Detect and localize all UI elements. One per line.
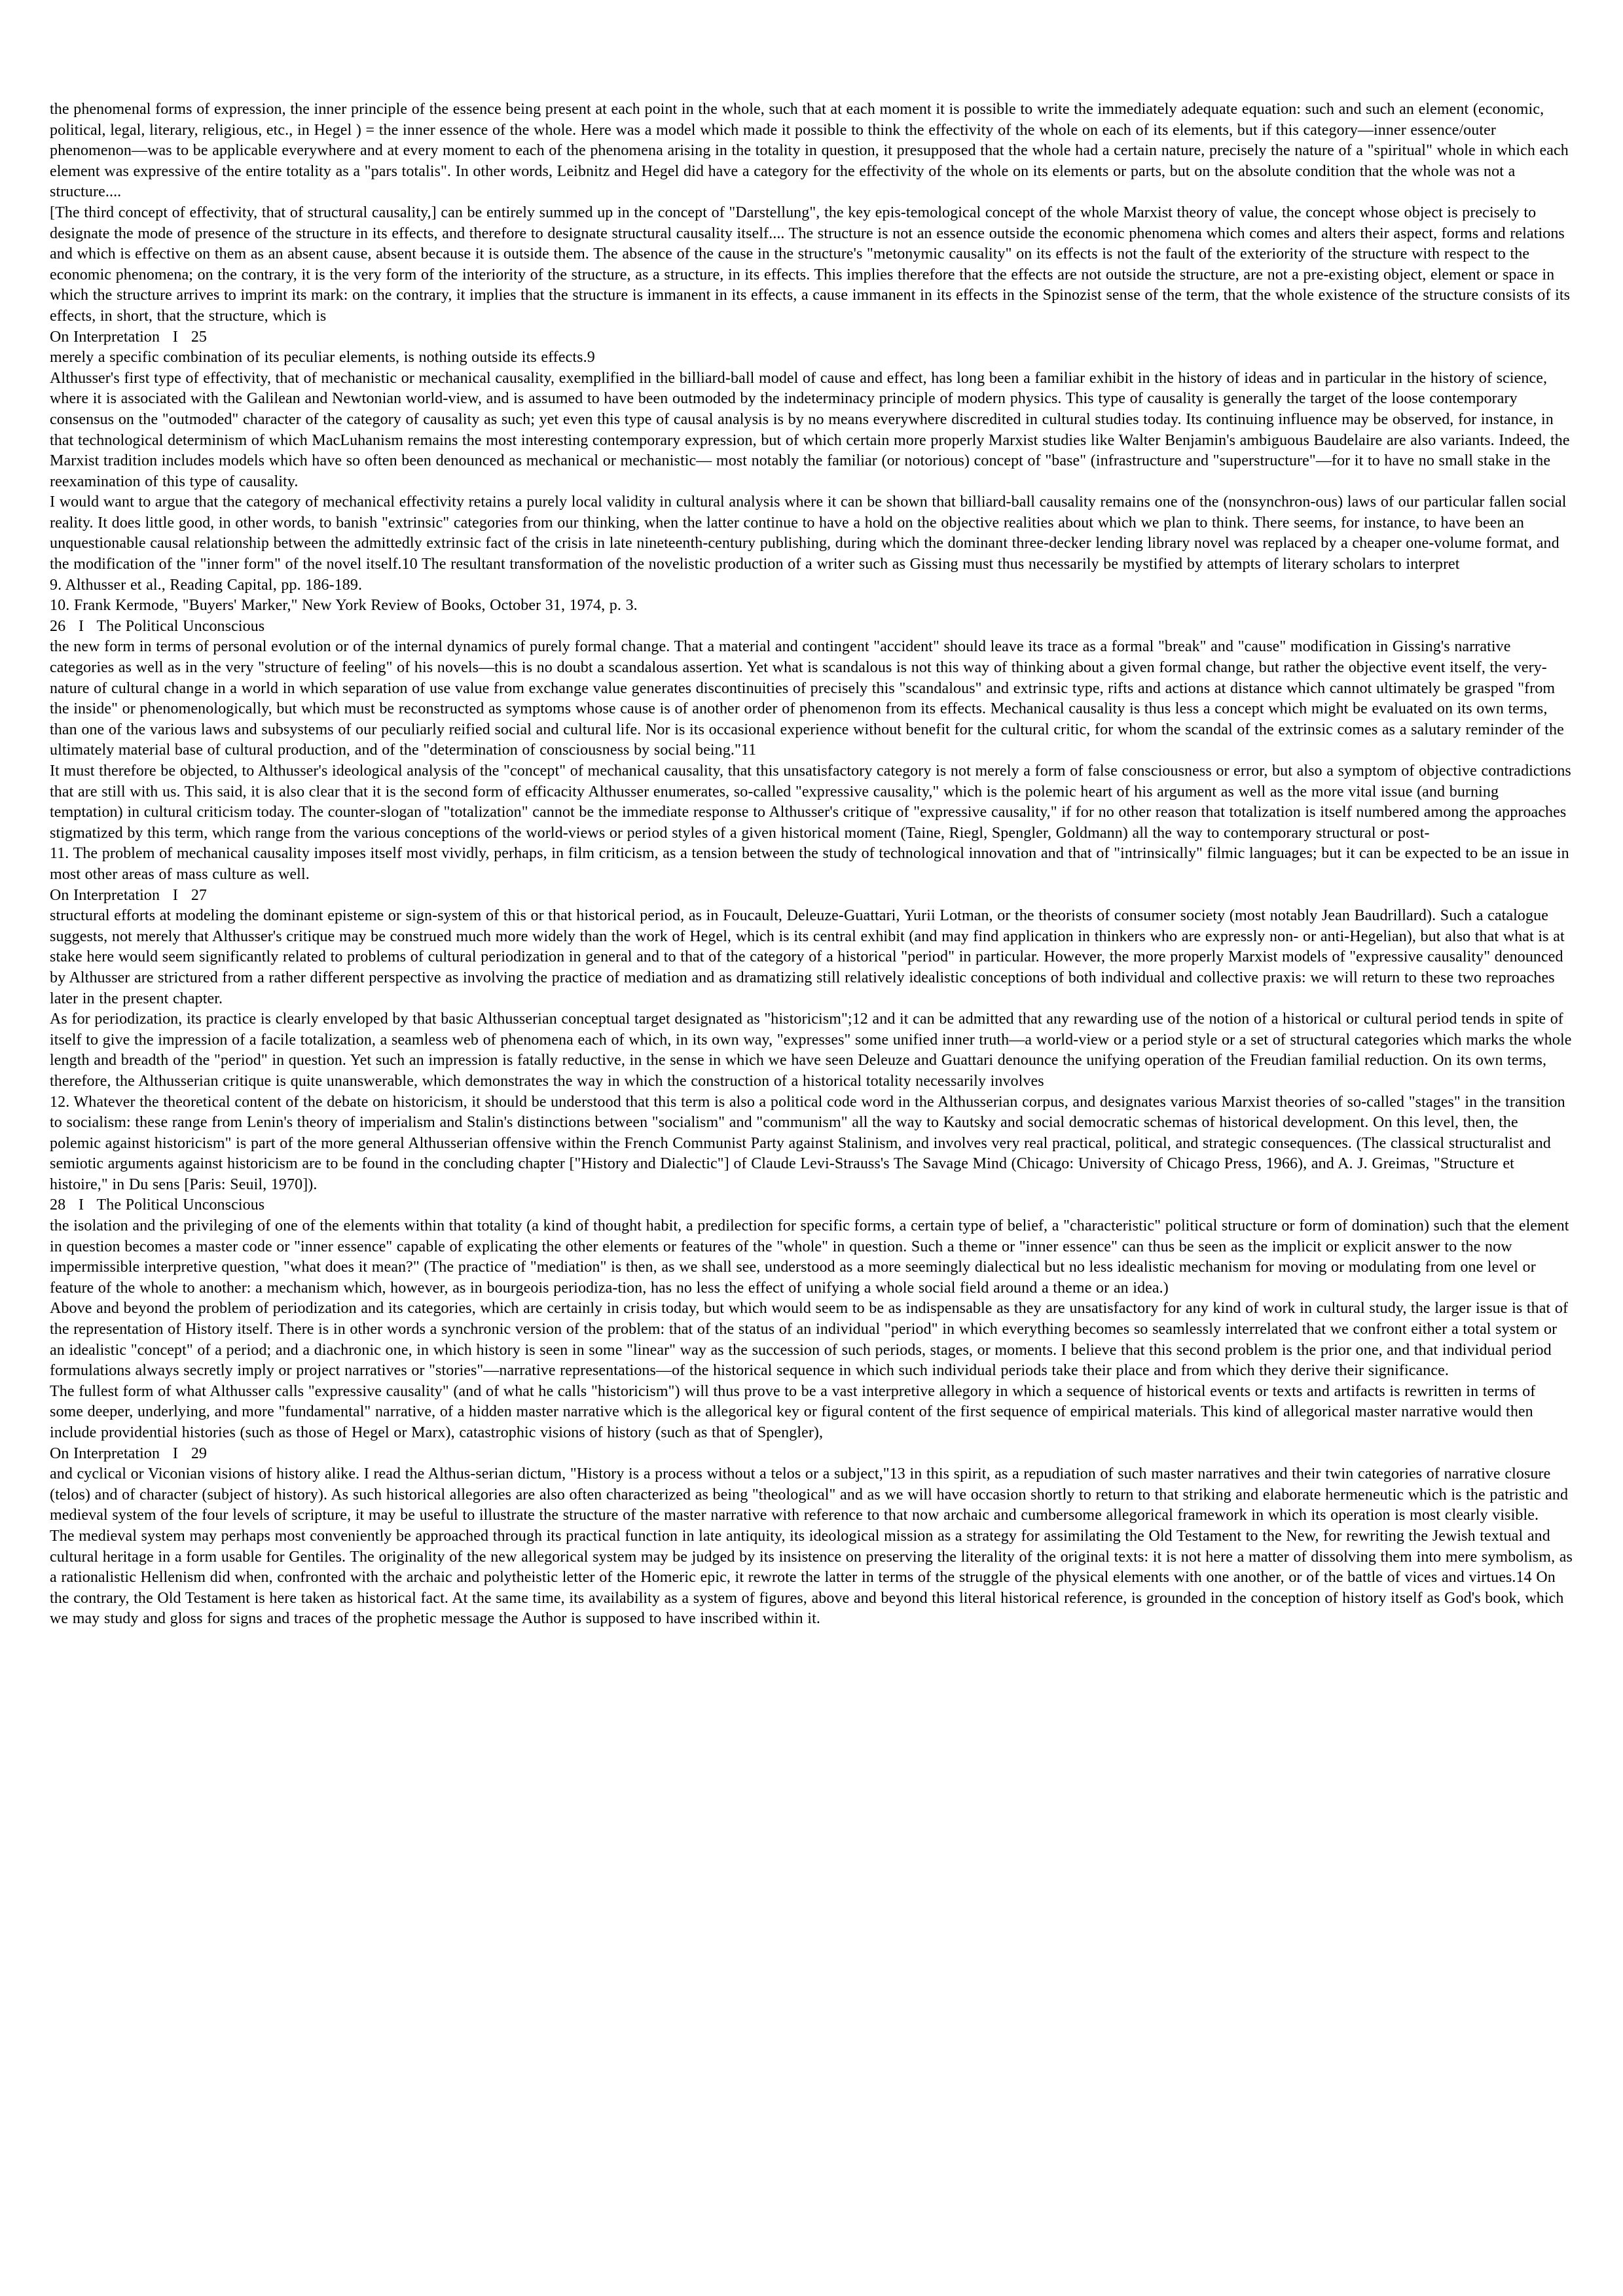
paragraph: [The third concept of effectivity, that of structural causality,] can be entirely summed up in the concept of "Darstellung", the key epis-temological concept of the whole Marxist theory of value, the concept whose object is precisely to designate the mode of presence of the structure in its effects, and therefore to designate structural causality itself.... The structure is not an essence outside the economic phenomena which comes and alters their aspect, forms and relations and which is effective on them as an absent cause, absent because it is outside them. The absence of the cause in the structure's "metonymic causality" on its effects is not the fault of the exteriority of the structure with respect to the economic phenomena; on the contrary, it is the very form of the interiority of the structure, as a structure, in its effects. This implies therefore that the effects are not outside the structure, are not a pre-existing object, element or space in which the structure arrives to imprint its mark: on the contrary, it implies that the structure is immanent in its effects, a cause immanent in its effects in the Spinozist sense of the term, that the whole existence of the structure consists of its effects, in short, that the structure, which is: [50, 204, 1571, 325]
footnote-9: 9. Althusser et al., Reading Capital, pp. 186-189.: [50, 576, 363, 594]
paragraph: The medieval system may perhaps most conveniently be approached through its practical function in late antiquity, its ideological mission as a strategy for assimilating the Old Testament to the New, for rewriting the Jewish textual and cultural heritage in a form usable for Gentiles. The originality of the new allegorical system may be judged by its insistence on preserving the literality of the original texts: it is not here a matter of dissolving them into mere symbolism, as a rationalistic Hellenism did when, confronted with the archaic and polytheistic letter of the Homeric epic, it rewrote the latter in terms of the struggle of the physical elements with one another, or of the battle of vices and virtues.14 On the contrary, the Old Testament is here taken as historical fact. At the same time, its availability as a system of figures, above and beyond this literal historical reference, is grounded in the conception of history itself as God's book, which we may study and gloss for signs and traces of the prophetic message the Author is supposed to have inscribed within it.: [50, 1527, 1573, 1628]
paragraph: It must therefore be objected, to Althusser's ideological analysis of the "concept" of mechanical causality, that this unsatisfactory category is not merely a form of false consciousness or error, but also a symptom of objective contradictions that are still with us. This said, it is also clear that it is the second form of efficacity Althusser enumerates, so-called "expressive causality," which is the polemic heart of his argument as well as the more vital issue (and burning temptation) in cultural criticism today. The counter-slogan of "totalization" cannot be the immediate response to Althusser's critique of "expressive causality," if for no other reason that totalization is itself numbered among the approaches stigmatized by this term, which range from the various conceptions of the world-views or period styles of a given historical moment (Taine, Riegl, Spengler, Goldmann) all the way to contemporary structural or post-: [50, 762, 1571, 842]
paragraph: and cyclical or Viconian visions of history alike. I read the Althus-serian dictum, "History is a process without a telos or a subject,"13 in this spirit, as a repudiation of such master narratives and their twin categories of narrative closure (telos) and of character (subject of history). As such historical allegories are also often characterized as being "theological" and as we will have occasion shortly to return to that striking and elaborate hermeneutic which is the patristic and medieval system of the four levels of scripture, it may be useful to illustrate the structure of the master narrative with reference to that now archaic and cumbersome allegorical framework in which its operation is most clearly visible.: [50, 1465, 1569, 1524]
running-head-page-28: 28 I The Political Unconscious: [50, 1196, 265, 1214]
paragraph: Above and beyond the problem of periodization and its categories, which are certainly in crisis today, but which would seem to be as indispensable as they are unsatisfactory for any kind of work in cultural study, the larger issue is that of the representation of History itself. There is in other words a synchronic version of the problem: that of the status of an individual "period" in which everything becomes so seamlessly interrelated that we confront either a total system or an idealistic "concept" of a period; and a diachronic one, in which history is seen in some "linear" way as the succession of such periods, stages, or moments. I believe that this second problem is the prior one, and that individual period formulations always secretly imply or project narratives or "stories"—narrative representations—of the historical sequence in which such individual periods take their place and from which they derive their significance.: [50, 1300, 1569, 1380]
paragraph: As for periodization, its practice is clearly enveloped by that basic Althusserian conceptual target designated as "historicism";12 and it can be admitted that any rewarding use of the notion of a historical or cultural period tends in spite of itself to give the impression of a facile totalization, a seamless web of phenomena each of which, in its own way, "expresses" some unified inner truth—a world-view or a period style or a set of structural categories which marks the whole length and breadth of the "period" in question. Yet such an impression is fatally reductive, in the sense in which we have seen Deleuze and Guattari denounce the unifying operation of the Freudian familial reduction. On its own terms, therefore, the Althusserian critique is quite unanswerable, which demonstrates the way in which the construction of a historical totality necessarily involves: [50, 1011, 1572, 1090]
running-head-on-interpretation-29: On Interpretation I 29: [50, 1444, 208, 1462]
paragraph: I would want to argue that the category of mechanical effectivity retains a purely local validity in cultural analysis where it can be shown that billiard-ball causality remains one of the (nonsynchron-ous) laws of our particular fallen social reality. It does little good, in other words, to banish "extrinsic" categories from our thinking, when the latter continue to have a hold on the objective realities about which we plan to think. There seems, for instance, to have been an unquestionable causal relationship between the admittedly extrinsic fact of the crisis in late nineteenth-century publishing, during which the dominant three-decker lending library novel was replaced by a cheaper one-volume format, and the modification of the "inner form" of the novel itself.10 The resultant transformation of the novelistic production of a writer such as Gissing must thus necessarily be mystified by attempts of literary scholars to interpret: [50, 493, 1567, 573]
running-head-on-interpretation-25: On Interpretation I 25: [50, 328, 208, 346]
paragraph: the new form in terms of personal evolution or of the internal dynamics of purely formal change. That a material and contingent "accident" should leave its trace as a formal "break" and "cause" modification in Gissing's narrative categories as well as in the very "structure of feeling" of his novels—this is no doubt a scandalous assertion. Yet what is scandalous is not this way of thinking about a given formal change, but rather the objective event itself, the very-nature of cultural change in a world in which separation of use value from exchange value generates discontinuities of precisely this "scandalous" and extrinsic type, rifts and actions at distance which cannot ultimately be grasped "from the inside" or phenomenologically, but which must be reconstructed as symptoms whose cause is of another order of phenomenon from its effects. Mechanical causality is thus less a concept which might be evaluated on its own terms, than one of the various laws and subsystems of our peculiarly reified social and cultural life. Nor is its occasional experience without benefit for the cultural critic, for whom the scandal of the extrinsic comes as a salutary reminder of the ultimately material base of cultural production, and of the "determination of consciousness by social being."11: [50, 638, 1564, 759]
footnote-10: 10. Frank Kermode, "Buyers' Marker," New York Review of Books, October 31, 1974, p. 3.: [50, 597, 638, 615]
paragraph: The fullest form of what Althusser calls "expressive causality" (and of what he calls "historicism") will thus prove to be a vast interpretive allegory in which a sequence of historical events or texts and artifacts is rewritten in terms of some deeper, underlying, and more "fundamental" narrative, of a hidden master narrative which is the allegorical key or figural content of the first sequence of empirical materials. This kind of allegorical master narrative would then include providential histories (such as those of Hegel or Marx), catastrophic visions of history (such as that of Spengler),: [50, 1382, 1536, 1441]
running-head-on-interpretation-27: On Interpretation I 27: [50, 886, 208, 904]
footnote-12: 12. Whatever the theoretical content of the debate on historicism, it should be understood that this term is also a political code word in the Althusserian corpus, and designates various Marxist theories of so-called "stages" in the transition to socialism: these range from Lenin's theory of imperialism and Stalin's distinctions between "socialism" and "communism" all the way to Kautsky and social democratic schemas of historical development. On this level, then, the polemic against historicism" is part of the more general Althusserian offensive within the French Communist Party against Stalinism, and involves very real practical, political, and strategic consequences. (The classical structuralist and semiotic arguments against historicism are to be found in the concluding chapter ["History and Dialectic"] of Claude Levi-Strauss's The Savage Mind (Chicago: University of Chicago Press, 1966), and A. J. Greimas, "Structure et histoire," in Du sens [Paris: Seuil, 1970]).: [50, 1093, 1565, 1193]
paragraph: the isolation and the privileging of one of the elements within that totality (a kind of thought habit, a predilection for specific forms, a certain type of belief, a "characteristic" political structure or form of domination) such that the element in question becomes a master code or "inner essence" capable of explicating the other elements or features of the "whole" in question. Such a theme or "inner essence" can thus be seen as the implicit or explicit answer to the now impermissible interpretive question, "what does it mean?" (The practice of "mediation" is then, as we shall see, understood as a more seemingly dialectical but no less idealistic mechanism for moving or modulating from one level or feature of the whole to another: a mechanism which, however, as in bourgeois periodiza-tion, has no less the effect of unifying a whole social field around a theme or an idea.): [50, 1217, 1569, 1297]
paragraph: structural efforts at modeling the dominant episteme or sign-system of this or that historical period, as in Foucault, Deleuze-Guattari, Yurii Lotman, or the theorists of consumer society (most notably Jean Baudrillard). Such a catalogue suggests, not merely that Althusser's critique may be construed much more widely than the work of Hegel, which is its central exhibit (and may find application in thinkers who are expressly non- or anti-Hegelian), but also that what is at stake here would seem significantly related to problems of cultural periodization in general and to that of the category of a historical "period" in particular. However, the more properly Marxist models of "expressive causality" denounced by Althusser are strictured from a rather different perspective as involving the practice of mediation and as dramatizing still relatively idealistic conceptions of both individual and collective praxis: we will return to these two reproaches later in the present chapter.: [50, 907, 1565, 1007]
paragraph: merely a specific combination of its peculiar elements, is nothing outside its effects.9: [50, 349, 595, 367]
footnote-11: 11. The problem of mechanical causality imposes itself most vividly, perhaps, in film criticism, as a tension between the study of technological innovation and that of "intrinsically" filmic languages; but it can be expected to be an issue in most other areas of mass culture as well.: [50, 845, 1569, 883]
paragraph: the phenomenal forms of expression, the inner principle of the essence being present at each point in the whole, such that at each moment it is possible to write the immediately adequate equation: such and such an element (economic, political, legal, literary, religious, etc., in Hegel ) = the inner essence of the whole. Here was a model which made it possible to think the effectivity of the whole on each of its elements, but if this category—inner essence/outer phenomenon—was to be applicable everywhere and at every moment to each of the phenomena arising in the totality in question, it presupposed that the whole had a certain nature, precisely the nature of a "spiritual" whole in which each element was expressive of the entire totality as a "pars totalis". In other words, Leibnitz and Hegel did have a category for the effectivity of the whole on its elements or parts, but on the absolute condition that the whole was not a structure....: [50, 101, 1569, 201]
running-head-page-26: 26 I The Political Unconscious: [50, 617, 265, 635]
paragraph: Althusser's first type of effectivity, that of mechanistic or mechanical causality, exemplified in the billiard-ball model of cause and effect, has long been a familiar exhibit in the history of ideas and in particular in the history of science, where it is associated with the Galilean and Newtonian world-view, and is assumed to have been outmoded by the indeterminacy principle of modern physics. This type of causality is generally the target of the loose contemporary consensus on the "outmoded" character of the category of causality as such; yet even this type of causal analysis is by no means everywhere discredited in cultural studies today. Its continuing influence may be observed, for instance, in that technological determinism of which MacLuhanism remains the most interesting contemporary expression, but of which certain more properly Marxist studies like Walter Benjamin's ambiguous Baudelaire are also variants. Indeed, the Marxist tradition includes models which have so often been denounced as mechanical or mechanistic— most notably the familiar (or notorious) concept of "base" (infrastructure and "superstructure"—for it to have no small stake in the reexamination of this type of causality.: [50, 369, 1570, 490]
